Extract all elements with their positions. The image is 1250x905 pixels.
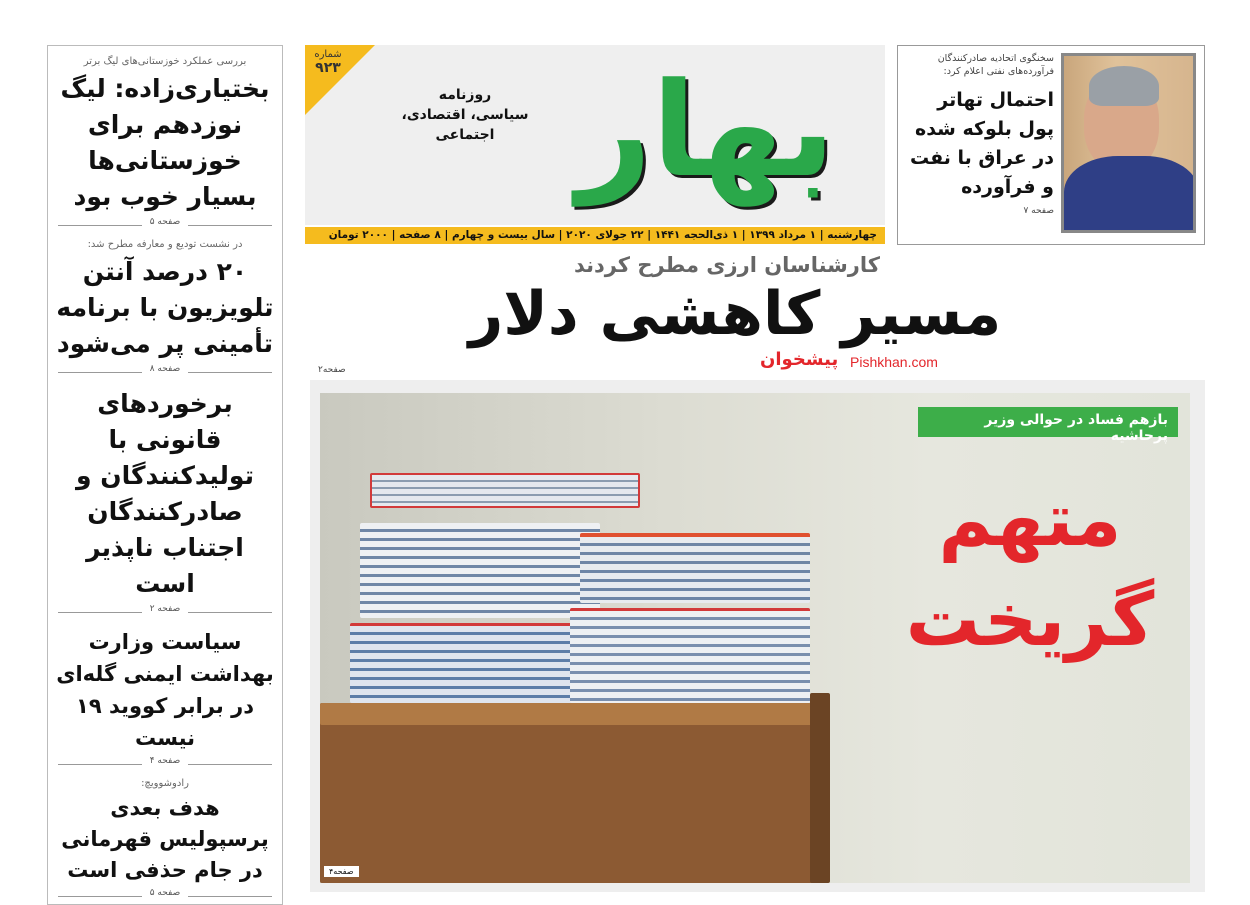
headline: سیاست وزارت بهداشت ایمنی گله‌ای در برابر کووید ۱۹ نیست xyxy=(56,630,274,750)
headline: ۲۰ درصد آنتن تلویزیون با برنامه تأمینی پر می‌شود xyxy=(56,257,274,358)
kicker: سخنگوی اتحادیه صادرکنندگان فرآورده‌های نفتی اعلام کرد: xyxy=(937,53,1054,77)
kicker: بررسی عملکرد خوزستانی‌های لیگ برتر xyxy=(83,56,247,67)
feature-label: بازهم فساد در حوالی وزیر پرحاشیه xyxy=(918,407,1178,437)
page-ref: صفحه ۴ xyxy=(58,756,272,772)
news-item[interactable] xyxy=(54,56,276,233)
kicker: رادوشوویچ: xyxy=(141,778,189,789)
page-ref: صفحه ۸ xyxy=(58,364,272,380)
feature-headline[interactable]: متهم گریخت xyxy=(905,477,1155,663)
watermark-url: Pishkhan.com xyxy=(850,354,938,370)
news-item[interactable] xyxy=(54,239,276,380)
kicker: در نشست تودیع و معارفه مطرح شد: xyxy=(87,239,243,250)
news-item[interactable] xyxy=(54,386,276,620)
news-item[interactable] xyxy=(54,626,276,772)
watermark-logo: پیشخوان xyxy=(760,349,839,370)
page-ref: صفحه۴ xyxy=(324,866,359,877)
issue-number: شماره ۹۲۳ xyxy=(314,49,342,76)
headline: برخوردهای قانونی با تولیدکنندگان و صادرکنندگان اجتناب ناپذیر است xyxy=(76,389,254,598)
main-kicker: کارشناسان ارزی مطرح کردند xyxy=(573,253,880,277)
left-column xyxy=(47,45,283,905)
headline: احتمال تهاتر پول بلوکه شده در عراق با نفت و فرآورده xyxy=(909,89,1054,198)
main-headline[interactable]: مسیر کاهشی دلار xyxy=(468,279,1002,349)
desk xyxy=(320,703,820,883)
page-ref: صفحه ۵ xyxy=(58,888,272,904)
portrait-photo xyxy=(1061,53,1196,233)
headline: بختیاری‌زاده: لیگ نوزدهم برای خوزستانی‌ها بسیار خوب بود xyxy=(60,74,270,211)
top-story-box[interactable] xyxy=(897,45,1205,245)
page-ref: صفحه ۷ xyxy=(1023,206,1054,216)
masthead-subtitle: روزنامه سیاسی، اقتصادی، اجتماعی xyxy=(401,87,529,143)
page-ref: صفحه ۵ xyxy=(58,217,272,233)
page-ref: صفحه ۲ xyxy=(58,604,272,620)
page-ref: صفحه۲ xyxy=(318,365,346,375)
headline: هدف بعدی پرسپولیس قهرمانی در جام حذفی است xyxy=(61,796,269,882)
date-bar: چهارشنبه | ۱ مرداد ۱۳۹۹ | ۱ ذی‌الحجه ۱۴۴۱ | ۲۲ جولای ۲۰۲۰ | سال بیست و چهارم | ۸ صفحه | ۲۰۰۰ تومان xyxy=(305,227,885,244)
logo[interactable]: بهار xyxy=(576,54,836,206)
news-item[interactable] xyxy=(54,778,276,904)
masthead xyxy=(305,45,885,225)
